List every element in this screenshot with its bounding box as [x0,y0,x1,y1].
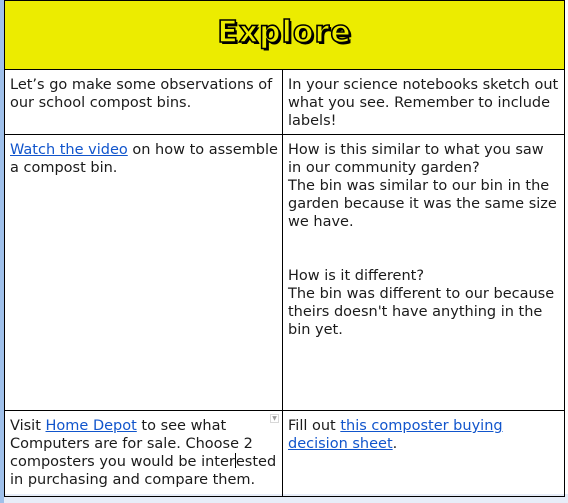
sketch-instructions-cell[interactable] [283,70,565,135]
document-page [4,0,568,494]
comparison-cell[interactable] [283,135,565,411]
different-question: How is it different? [288,268,425,284]
home-depot-link[interactable]: Home Depot [45,418,137,434]
fill-out-text: Fill out [288,418,341,434]
sketch-instructions-text: In your science notebooks sketch out what you see. Remember to include labels! [288,77,559,129]
period-text: . [392,436,398,452]
explore-table [4,0,565,497]
decision-sheet-link[interactable]: this composter buying decision sheet [288,418,503,452]
video-description-text: on how to assemble a compost bin. [10,142,278,176]
similar-question: How is this similar to what you saw in our community garden? [288,142,544,176]
observations-text: Let’s go make some observations of our school compost bins. [10,77,273,111]
composters-text-end: ested in purchasing and compare them. [10,454,277,488]
watch-video-link[interactable]: Watch the video [10,142,128,158]
home-depot-cell[interactable] [5,411,283,497]
title-cell [5,1,565,70]
different-answer: The bin was different to our because theirs doesn't have anything in the bin yet. [288,286,555,338]
similar-answer: The bin was similar to our bin in the garden because it was the same size we have. [288,178,557,230]
composters-text: to see what Computers are for sale. Choose 2 composters you would be inter [10,418,253,470]
decision-sheet-cell[interactable] [283,411,565,497]
observations-cell[interactable] [5,70,283,135]
video-cell[interactable] [5,135,283,411]
paragraph-gap [288,231,560,267]
cell-dropdown-marker[interactable]: ▼ [270,414,279,423]
visit-text: Visit [10,418,46,434]
table-title: Explore [217,14,352,50]
